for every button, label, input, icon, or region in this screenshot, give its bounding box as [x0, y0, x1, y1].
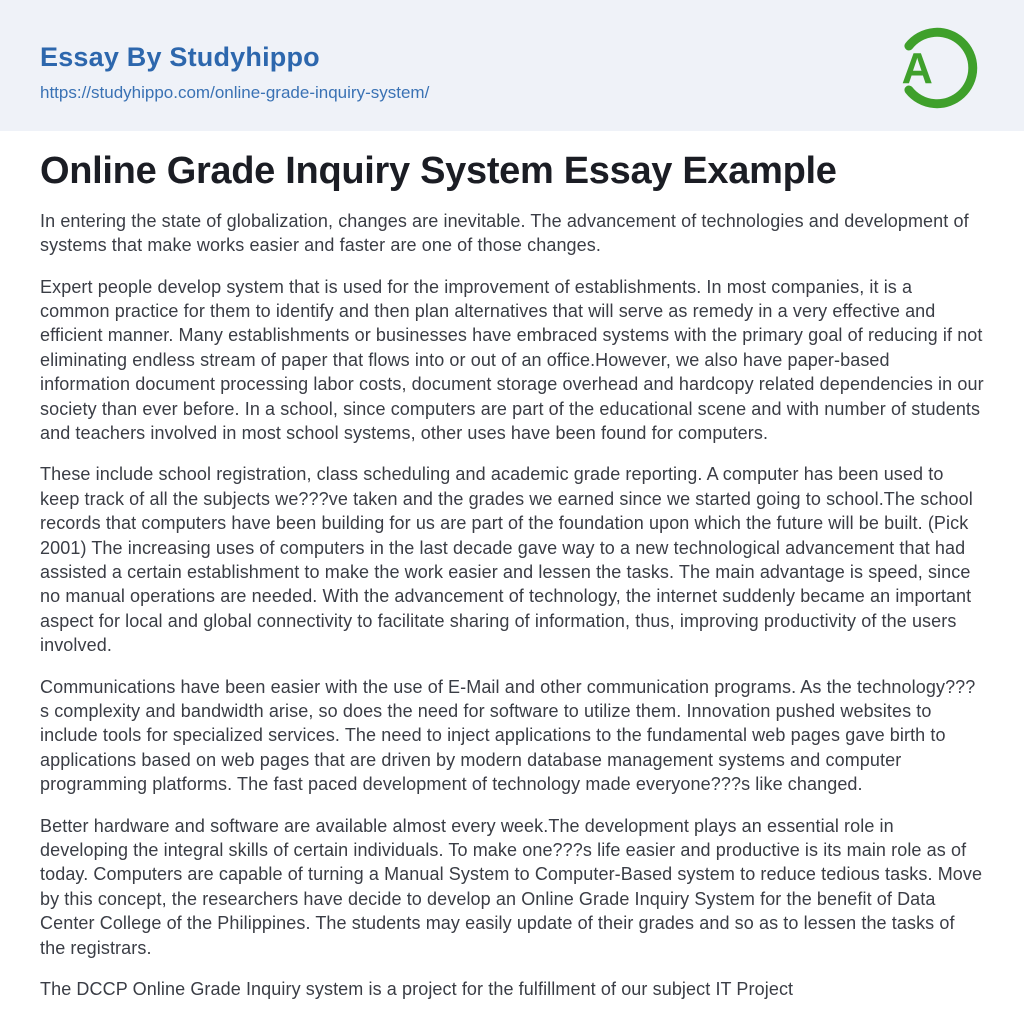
- paragraph: Better hardware and software are available almost every week.The development plays an essential role in developing the integral skills of certain individuals. To make one???s life easier and productive is its main role as of today. Computers are capable of turning a Manual System to Computer-Based system to reduce tedious tasks. Move by this concept, the researchers have decide to develop an Online Grade Inquiry System for the benefit of Data Center College of the Philippines. The students may easily update of their grades and so as to lessen the tasks of the registrars.: [40, 815, 983, 958]
- page-header: [0, 0, 1024, 131]
- paragraph: These include school registration, class scheduling and academic grade reporting. A computer has been used to keep track of all the subjects we???ve taken and the grades we earned since we started going to school.The school records that computers have been building for us are part of the foundation upon which the future will be built. (Pick 2001) The increasing uses of computers in the last decade gave way to a new technological advancement that had assisted a certain establishment to make the work easier and lessen the tasks. The main advantage is speed, since no manual operations are needed. With the advancement of technology, the internet suddenly became an important aspect for local and global connectivity to facilitate sharing of information, thus, improving productivity of the users involved.: [40, 464, 973, 656]
- essay-content: [0, 131, 1024, 1001]
- site-title: Essay By Studyhippo: [40, 41, 320, 72]
- logo-letter: A: [901, 44, 933, 93]
- paragraph: Expert people develop system that is used for the improvement of establishments. In most companies, it is a common practice for them to identify and then plan alternatives that will serve as remedy in a very effective and efficient manner. Many establishments or businesses have embraced systems with the primary goal of reducing if not eliminating endless stream of paper that flows into or out of an office.However, we also have paper-based information document processing labor costs, document storage overhead and hardcopy related dependencies in our society than ever before. In a school, since computers are part of the educational scene and with number of students and teachers involved in most school systems, other uses have been found for computers.: [40, 276, 984, 443]
- paragraph: Communications have been easier with the use of E-Mail and other communication programs. As the technology???s complexity and bandwidth arise, so does the need for software to utilize them. Innovation pushed websites to include tools for specialized services. The need to inject applications to the fundamental web pages gave birth to applications based on web pages that are driven by modern database management systems and computer programming platforms. The fast paced development of technology made everyone???s like changed.: [40, 676, 976, 795]
- paragraph: In entering the state of globalization, changes are inevitable. The advancement of technologies and development of systems that make works easier and faster are one of those changes.: [40, 210, 969, 256]
- studyhippo-a-circle-logo-icon: [890, 21, 984, 115]
- page-title: Online Grade Inquiry System Essay Example: [40, 150, 837, 192]
- source-url-link[interactable]: https://studyhippo.com/online-grade-inquiry-system/: [40, 82, 430, 102]
- article-body: [40, 209, 984, 1002]
- header-text-block: [40, 29, 429, 102]
- paragraph: The DCCP Online Grade Inquiry system is a project for the fulfillment of our subject IT Project: [40, 979, 794, 1000]
